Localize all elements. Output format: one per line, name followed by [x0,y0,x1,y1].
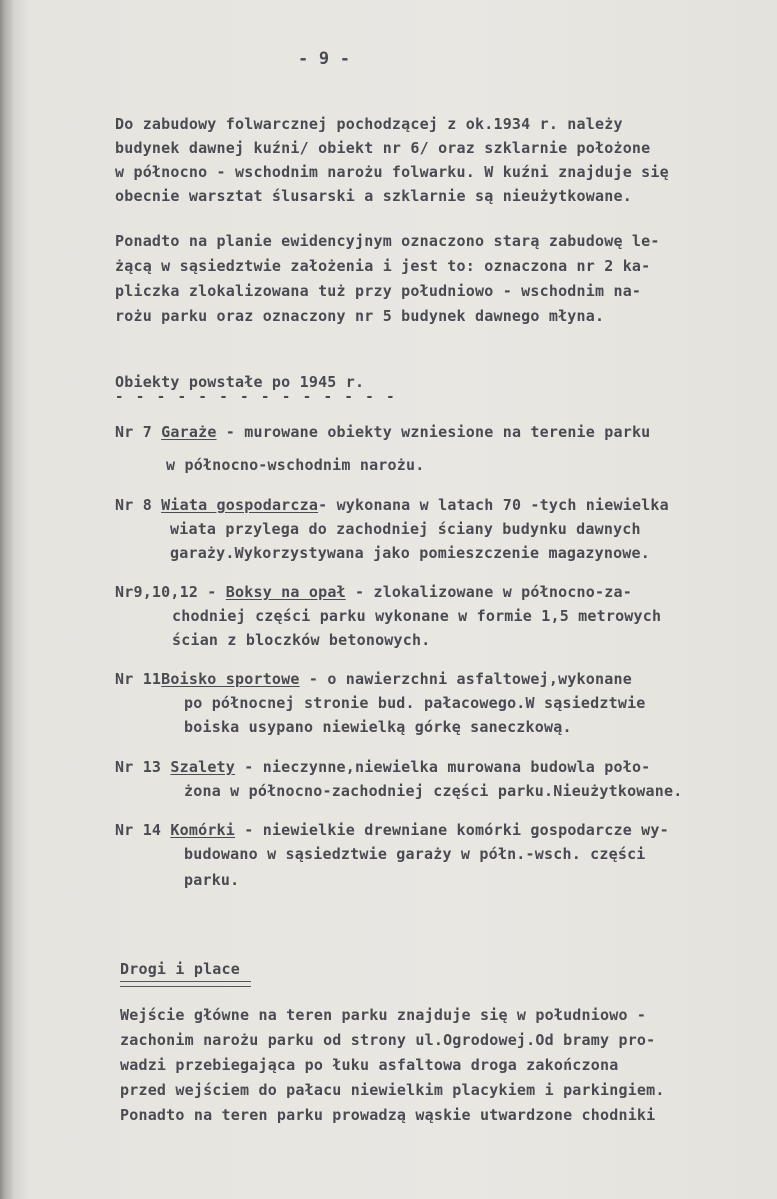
p1-line-1: Do zabudowy folwarcznej pochodzącej z ok.1934 r. należy [115,115,623,133]
item-nr9-10-12-cont-2: ścian z bloczków betonowych. [172,631,431,649]
item-nr7 [115,423,650,441]
item-nr9-10-12 [115,583,632,601]
item-nr13-cont-1: żona w północno-zachodniej części parku.Nieużytkowane. [184,782,683,800]
item-nr13-title: Szalety [170,758,236,776]
roads-line-5: Ponadto na teren parku prowadzą wąskie utwardzone chodniki [120,1106,656,1124]
item-nr13-number: Nr 13 [115,758,162,776]
item-nr13 [115,758,650,776]
item-nr9-10-12-cont-1: chodniej części parku wykonane w formie 1,5 metrowych [172,607,662,625]
p2-line-2: żącą w sąsiedztwie założenia i jest to: oznaczona nr 2 ka- [115,257,651,275]
item-nr9-10-12-title: Boksy na opał [225,583,346,601]
item-nr14 [115,821,669,839]
section-roads-heading: Drogi i place [120,960,240,978]
item-nr14-title: Komórki [170,821,236,839]
p2-line-4: rożu parku oraz oznaczony nr 5 budynek dawnego młyna. [115,307,605,325]
item-nr8-cont-2: garaży.Wykorzystywana jako pomieszczenie magazynowe. [170,544,650,562]
item-nr8 [115,496,669,514]
item-nr11 [115,670,632,688]
roads-line-4: przed wejściem do pałacu niewielkim placykiem i parkingiem. [120,1081,665,1099]
item-nr7-title: Garaże [161,423,217,441]
item-nr11-title: Boisko sportowe [161,670,300,688]
p1-line-3: w północno - wschodnim narożu folwarku. W kuźni znajduje się [115,163,669,181]
roads-line-3: wadzi przebiegająca po łuku asfaltowa droga zakończona [120,1056,619,1074]
page-number: - 9 - [298,49,351,69]
section-objects-heading: Obiekty powstałe po 1945 r. [115,373,365,391]
item-nr13-text: - nieczynne,niewielka murowana budowla poło- [235,758,651,776]
p1-line-2: budynek dawnej kuźni/ obiekt nr 6/ oraz szklarnie położone [115,139,651,157]
item-nr7-text: - murowane obiekty wzniesione na terenie parku [216,423,651,441]
section-roads-heading-underline [120,981,251,987]
item-nr8-title: Wiata gospodarcza [161,496,319,514]
item-nr11-text: - o nawierzchni asfaltowej,wykonane [299,670,632,688]
p2-line-1: Ponadto na planie ewidencyjnym oznaczono starą zabudowę le- [115,232,660,250]
item-nr14-cont-2: parku. [184,871,240,889]
roads-line-1: Wejście główne na teren parku znajduje się w południowo - [120,1006,647,1024]
item-nr11-cont-1: po północnej stronie bud. pałacowego.W sąsiedztwie [184,694,646,712]
roads-line-2: zachonim narożu parku od strony ul.Ogrodowej.Od bramy pro- [120,1031,656,1049]
item-nr9-10-12-number: Nr9,10,12 - [115,583,217,601]
item-nr14-number: Nr 14 [115,821,162,839]
item-nr8-text: - wykonana w latach 70 -tych niewielka [318,496,669,514]
item-nr7-cont-1: w północno-wschodnim narożu. [166,456,425,474]
item-nr14-text: - niewielkie drewniane komórki gospodarcze wy- [235,821,669,839]
p1-line-4: obecnie warsztat ślusarski a szklarnie są nieużytkowane. [115,187,632,205]
item-nr7-number: Nr 7 [115,423,152,441]
item-nr14-cont-1: budowano w sąsiedztwie garaży w półn.-wsch. części [184,845,646,863]
item-nr8-cont-1: wiata przylega do zachodniej ściany budynku dawnych [170,520,641,538]
item-nr8-number: Nr 8 [115,496,152,514]
item-nr11-number: Nr 11 [115,670,162,688]
item-nr9-10-12-text: - zlokalizowane w północno-za- [345,583,632,601]
item-nr11-cont-2: boiska usypano niewielką górkę saneczkową. [184,718,572,736]
section-objects-heading-dashes: - - - - - - - - - - - - - - [115,389,397,405]
p2-line-3: pliczka zlokalizowana tuż przy południowo - wschodnim na- [115,282,642,300]
